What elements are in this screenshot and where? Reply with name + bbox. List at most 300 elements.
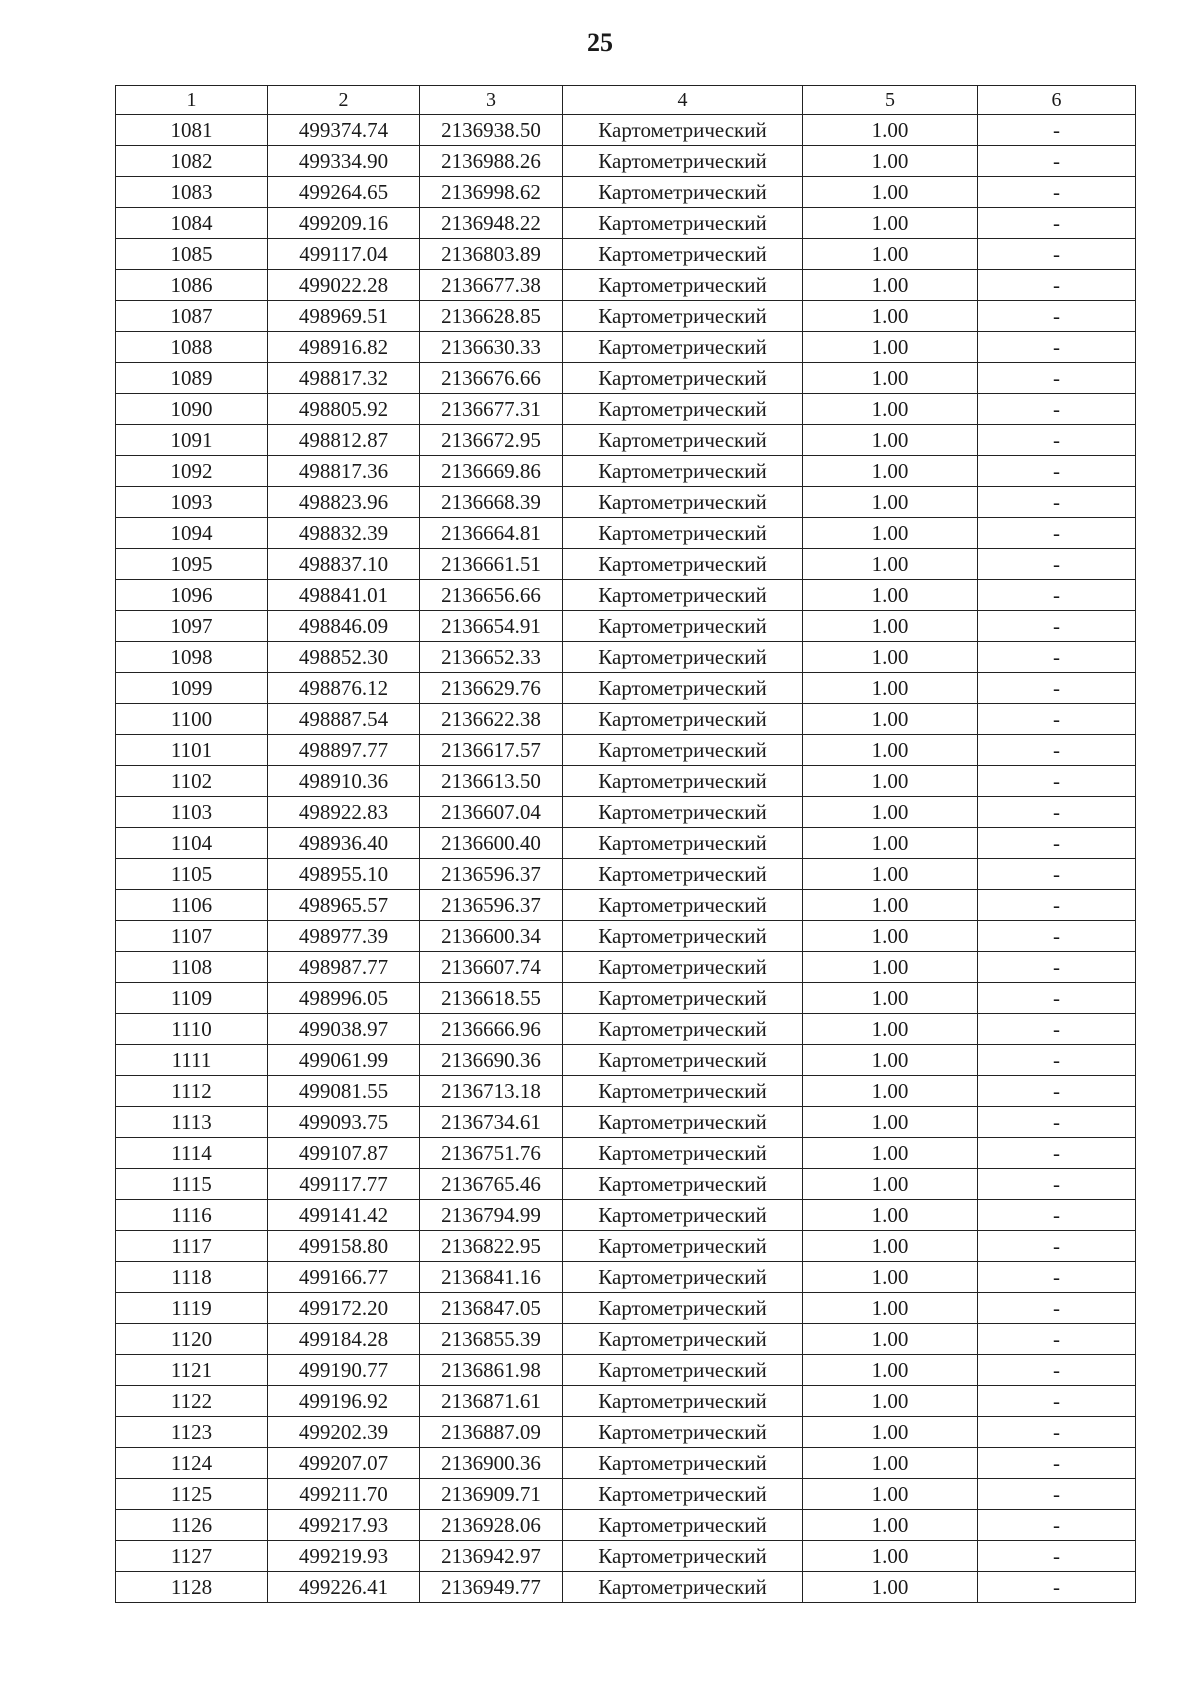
note-cell: - xyxy=(978,549,1136,580)
point-number-cell: 1128 xyxy=(116,1572,268,1603)
point-number-cell: 1084 xyxy=(116,208,268,239)
note-cell: - xyxy=(978,363,1136,394)
method-cell: Картометрический xyxy=(563,1045,803,1076)
table-row xyxy=(116,208,1136,239)
y-coordinate-cell: 2136887.09 xyxy=(420,1417,563,1448)
x-coordinate-cell: 499374.74 xyxy=(268,115,420,146)
x-coordinate-cell: 499093.75 xyxy=(268,1107,420,1138)
accuracy-cell: 1.00 xyxy=(803,921,978,952)
note-cell: - xyxy=(978,1448,1136,1479)
table-row xyxy=(116,177,1136,208)
accuracy-cell: 1.00 xyxy=(803,301,978,332)
table-row xyxy=(116,239,1136,270)
note-cell: - xyxy=(978,301,1136,332)
y-coordinate-cell: 2136676.66 xyxy=(420,363,563,394)
method-cell: Картометрический xyxy=(563,1386,803,1417)
x-coordinate-cell: 499202.39 xyxy=(268,1417,420,1448)
table-row xyxy=(116,1138,1136,1169)
x-coordinate-cell: 499207.07 xyxy=(268,1448,420,1479)
point-number-cell: 1089 xyxy=(116,363,268,394)
method-cell: Картометрический xyxy=(563,208,803,239)
x-coordinate-cell: 498922.83 xyxy=(268,797,420,828)
note-cell: - xyxy=(978,1541,1136,1572)
note-cell: - xyxy=(978,1479,1136,1510)
accuracy-cell: 1.00 xyxy=(803,1541,978,1572)
accuracy-cell: 1.00 xyxy=(803,1076,978,1107)
y-coordinate-cell: 2136630.33 xyxy=(420,332,563,363)
note-cell: - xyxy=(978,239,1136,270)
accuracy-cell: 1.00 xyxy=(803,1200,978,1231)
point-number-cell: 1096 xyxy=(116,580,268,611)
method-cell: Картометрический xyxy=(563,394,803,425)
accuracy-cell: 1.00 xyxy=(803,1138,978,1169)
column-header: 4 xyxy=(563,86,803,115)
y-coordinate-cell: 2136938.50 xyxy=(420,115,563,146)
y-coordinate-cell: 2136607.74 xyxy=(420,952,563,983)
method-cell: Картометрический xyxy=(563,456,803,487)
method-cell: Картометрический xyxy=(563,363,803,394)
note-cell: - xyxy=(978,952,1136,983)
y-coordinate-cell: 2136822.95 xyxy=(420,1231,563,1262)
accuracy-cell: 1.00 xyxy=(803,890,978,921)
x-coordinate-cell: 498846.09 xyxy=(268,611,420,642)
point-number-cell: 1082 xyxy=(116,146,268,177)
point-number-cell: 1085 xyxy=(116,239,268,270)
x-coordinate-cell: 498955.10 xyxy=(268,859,420,890)
point-number-cell: 1114 xyxy=(116,1138,268,1169)
table-row xyxy=(116,1572,1136,1603)
note-cell: - xyxy=(978,115,1136,146)
point-number-cell: 1106 xyxy=(116,890,268,921)
x-coordinate-cell: 498805.92 xyxy=(268,394,420,425)
table-row xyxy=(116,1479,1136,1510)
point-number-cell: 1116 xyxy=(116,1200,268,1231)
point-number-cell: 1092 xyxy=(116,456,268,487)
note-cell: - xyxy=(978,1231,1136,1262)
point-number-cell: 1119 xyxy=(116,1293,268,1324)
table-row xyxy=(116,1417,1136,1448)
x-coordinate-cell: 498812.87 xyxy=(268,425,420,456)
y-coordinate-cell: 2136661.51 xyxy=(420,549,563,580)
note-cell: - xyxy=(978,1014,1136,1045)
y-coordinate-cell: 2136669.86 xyxy=(420,456,563,487)
accuracy-cell: 1.00 xyxy=(803,1293,978,1324)
method-cell: Картометрический xyxy=(563,1355,803,1386)
method-cell: Картометрический xyxy=(563,1200,803,1231)
table-row xyxy=(116,270,1136,301)
point-number-cell: 1118 xyxy=(116,1262,268,1293)
y-coordinate-cell: 2136600.34 xyxy=(420,921,563,952)
point-number-cell: 1117 xyxy=(116,1231,268,1262)
point-number-cell: 1090 xyxy=(116,394,268,425)
accuracy-cell: 1.00 xyxy=(803,115,978,146)
accuracy-cell: 1.00 xyxy=(803,425,978,456)
point-number-cell: 1086 xyxy=(116,270,268,301)
x-coordinate-cell: 498837.10 xyxy=(268,549,420,580)
method-cell: Картометрический xyxy=(563,797,803,828)
accuracy-cell: 1.00 xyxy=(803,766,978,797)
column-header: 2 xyxy=(268,86,420,115)
x-coordinate-cell: 499217.93 xyxy=(268,1510,420,1541)
point-number-cell: 1123 xyxy=(116,1417,268,1448)
point-number-cell: 1104 xyxy=(116,828,268,859)
y-coordinate-cell: 2136861.98 xyxy=(420,1355,563,1386)
method-cell: Картометрический xyxy=(563,239,803,270)
table-body xyxy=(116,115,1136,1603)
y-coordinate-cell: 2136677.38 xyxy=(420,270,563,301)
table-row xyxy=(116,766,1136,797)
accuracy-cell: 1.00 xyxy=(803,580,978,611)
accuracy-cell: 1.00 xyxy=(803,363,978,394)
table-row xyxy=(116,1200,1136,1231)
table-row xyxy=(116,1169,1136,1200)
note-cell: - xyxy=(978,1169,1136,1200)
point-number-cell: 1111 xyxy=(116,1045,268,1076)
x-coordinate-cell: 499141.42 xyxy=(268,1200,420,1231)
x-coordinate-cell: 499117.04 xyxy=(268,239,420,270)
y-coordinate-cell: 2136607.04 xyxy=(420,797,563,828)
x-coordinate-cell: 498852.30 xyxy=(268,642,420,673)
point-number-cell: 1091 xyxy=(116,425,268,456)
table-row xyxy=(116,518,1136,549)
table-row xyxy=(116,611,1136,642)
y-coordinate-cell: 2136652.33 xyxy=(420,642,563,673)
table-row xyxy=(116,115,1136,146)
table-row xyxy=(116,1293,1136,1324)
note-cell: - xyxy=(978,1138,1136,1169)
x-coordinate-cell: 498965.57 xyxy=(268,890,420,921)
accuracy-cell: 1.00 xyxy=(803,332,978,363)
table-row xyxy=(116,642,1136,673)
method-cell: Картометрический xyxy=(563,1417,803,1448)
y-coordinate-cell: 2136622.38 xyxy=(420,704,563,735)
point-number-cell: 1081 xyxy=(116,115,268,146)
point-number-cell: 1098 xyxy=(116,642,268,673)
table-row xyxy=(116,1448,1136,1479)
x-coordinate-cell: 499219.93 xyxy=(268,1541,420,1572)
y-coordinate-cell: 2136617.57 xyxy=(420,735,563,766)
point-number-cell: 1120 xyxy=(116,1324,268,1355)
point-number-cell: 1126 xyxy=(116,1510,268,1541)
table-row xyxy=(116,1014,1136,1045)
accuracy-cell: 1.00 xyxy=(803,1386,978,1417)
x-coordinate-cell: 499190.77 xyxy=(268,1355,420,1386)
table-row xyxy=(116,363,1136,394)
accuracy-cell: 1.00 xyxy=(803,952,978,983)
accuracy-cell: 1.00 xyxy=(803,1262,978,1293)
method-cell: Картометрический xyxy=(563,580,803,611)
accuracy-cell: 1.00 xyxy=(803,983,978,1014)
accuracy-cell: 1.00 xyxy=(803,1107,978,1138)
method-cell: Картометрический xyxy=(563,1479,803,1510)
point-number-cell: 1105 xyxy=(116,859,268,890)
table-row xyxy=(116,921,1136,952)
note-cell: - xyxy=(978,580,1136,611)
method-cell: Картометрический xyxy=(563,301,803,332)
method-cell: Картометрический xyxy=(563,1169,803,1200)
method-cell: Картометрический xyxy=(563,177,803,208)
note-cell: - xyxy=(978,611,1136,642)
x-coordinate-cell: 498910.36 xyxy=(268,766,420,797)
point-number-cell: 1121 xyxy=(116,1355,268,1386)
method-cell: Картометрический xyxy=(563,673,803,704)
x-coordinate-cell: 498832.39 xyxy=(268,518,420,549)
method-cell: Картометрический xyxy=(563,1293,803,1324)
table-row xyxy=(116,952,1136,983)
page-number: 25 xyxy=(587,28,613,57)
point-number-cell: 1107 xyxy=(116,921,268,952)
note-cell: - xyxy=(978,673,1136,704)
accuracy-cell: 1.00 xyxy=(803,394,978,425)
x-coordinate-cell: 499209.16 xyxy=(268,208,420,239)
table-row xyxy=(116,983,1136,1014)
accuracy-cell: 1.00 xyxy=(803,549,978,580)
note-cell: - xyxy=(978,1386,1136,1417)
point-number-cell: 1115 xyxy=(116,1169,268,1200)
point-number-cell: 1109 xyxy=(116,983,268,1014)
accuracy-cell: 1.00 xyxy=(803,239,978,270)
y-coordinate-cell: 2136949.77 xyxy=(420,1572,563,1603)
table-row xyxy=(116,394,1136,425)
y-coordinate-cell: 2136948.22 xyxy=(420,208,563,239)
x-coordinate-cell: 498969.51 xyxy=(268,301,420,332)
y-coordinate-cell: 2136841.16 xyxy=(420,1262,563,1293)
y-coordinate-cell: 2136672.95 xyxy=(420,425,563,456)
method-cell: Картометрический xyxy=(563,642,803,673)
accuracy-cell: 1.00 xyxy=(803,673,978,704)
accuracy-cell: 1.00 xyxy=(803,1510,978,1541)
y-coordinate-cell: 2136734.61 xyxy=(420,1107,563,1138)
y-coordinate-cell: 2136871.61 xyxy=(420,1386,563,1417)
table-row xyxy=(116,580,1136,611)
note-cell: - xyxy=(978,735,1136,766)
point-number-cell: 1122 xyxy=(116,1386,268,1417)
method-cell: Картометрический xyxy=(563,146,803,177)
method-cell: Картометрический xyxy=(563,735,803,766)
note-cell: - xyxy=(978,921,1136,952)
table-row xyxy=(116,1231,1136,1262)
note-cell: - xyxy=(978,1262,1136,1293)
x-coordinate-cell: 498936.40 xyxy=(268,828,420,859)
accuracy-cell: 1.00 xyxy=(803,487,978,518)
x-coordinate-cell: 498977.39 xyxy=(268,921,420,952)
method-cell: Картометрический xyxy=(563,983,803,1014)
y-coordinate-cell: 2136668.39 xyxy=(420,487,563,518)
accuracy-cell: 1.00 xyxy=(803,1231,978,1262)
accuracy-cell: 1.00 xyxy=(803,1417,978,1448)
table-row xyxy=(116,1045,1136,1076)
accuracy-cell: 1.00 xyxy=(803,859,978,890)
x-coordinate-cell: 498916.82 xyxy=(268,332,420,363)
y-coordinate-cell: 2136909.71 xyxy=(420,1479,563,1510)
method-cell: Картометрический xyxy=(563,766,803,797)
accuracy-cell: 1.00 xyxy=(803,1448,978,1479)
point-number-cell: 1094 xyxy=(116,518,268,549)
note-cell: - xyxy=(978,1076,1136,1107)
method-cell: Картометрический xyxy=(563,1541,803,1572)
y-coordinate-cell: 2136713.18 xyxy=(420,1076,563,1107)
note-cell: - xyxy=(978,1417,1136,1448)
accuracy-cell: 1.00 xyxy=(803,611,978,642)
x-coordinate-cell: 498876.12 xyxy=(268,673,420,704)
note-cell: - xyxy=(978,177,1136,208)
x-coordinate-cell: 499166.77 xyxy=(268,1262,420,1293)
accuracy-cell: 1.00 xyxy=(803,735,978,766)
x-coordinate-cell: 499107.87 xyxy=(268,1138,420,1169)
y-coordinate-cell: 2136596.37 xyxy=(420,890,563,921)
x-coordinate-cell: 499061.99 xyxy=(268,1045,420,1076)
note-cell: - xyxy=(978,859,1136,890)
point-number-cell: 1113 xyxy=(116,1107,268,1138)
x-coordinate-cell: 498841.01 xyxy=(268,580,420,611)
note-cell: - xyxy=(978,518,1136,549)
method-cell: Картометрический xyxy=(563,487,803,518)
note-cell: - xyxy=(978,487,1136,518)
x-coordinate-cell: 499022.28 xyxy=(268,270,420,301)
method-cell: Картометрический xyxy=(563,270,803,301)
point-number-cell: 1103 xyxy=(116,797,268,828)
note-cell: - xyxy=(978,146,1136,177)
note-cell: - xyxy=(978,828,1136,859)
accuracy-cell: 1.00 xyxy=(803,828,978,859)
y-coordinate-cell: 2136855.39 xyxy=(420,1324,563,1355)
note-cell: - xyxy=(978,704,1136,735)
y-coordinate-cell: 2136666.96 xyxy=(420,1014,563,1045)
table-row xyxy=(116,890,1136,921)
x-coordinate-cell: 499184.28 xyxy=(268,1324,420,1355)
x-coordinate-cell: 499211.70 xyxy=(268,1479,420,1510)
accuracy-cell: 1.00 xyxy=(803,642,978,673)
accuracy-cell: 1.00 xyxy=(803,270,978,301)
table-row xyxy=(116,1510,1136,1541)
method-cell: Картометрический xyxy=(563,704,803,735)
point-number-cell: 1095 xyxy=(116,549,268,580)
y-coordinate-cell: 2136794.99 xyxy=(420,1200,563,1231)
point-number-cell: 1112 xyxy=(116,1076,268,1107)
table-row xyxy=(116,456,1136,487)
note-cell: - xyxy=(978,456,1136,487)
method-cell: Картометрический xyxy=(563,425,803,456)
y-coordinate-cell: 2136628.85 xyxy=(420,301,563,332)
method-cell: Картометрический xyxy=(563,1231,803,1262)
method-cell: Картометрический xyxy=(563,859,803,890)
x-coordinate-cell: 498987.77 xyxy=(268,952,420,983)
point-number-cell: 1100 xyxy=(116,704,268,735)
y-coordinate-cell: 2136847.05 xyxy=(420,1293,563,1324)
note-cell: - xyxy=(978,797,1136,828)
x-coordinate-cell: 498897.77 xyxy=(268,735,420,766)
table-row xyxy=(116,735,1136,766)
method-cell: Картометрический xyxy=(563,1076,803,1107)
table-row xyxy=(116,146,1136,177)
table-row xyxy=(116,301,1136,332)
column-header: 5 xyxy=(803,86,978,115)
y-coordinate-cell: 2136928.06 xyxy=(420,1510,563,1541)
table-row xyxy=(116,1262,1136,1293)
method-cell: Картометрический xyxy=(563,1107,803,1138)
table-row xyxy=(116,673,1136,704)
point-number-cell: 1124 xyxy=(116,1448,268,1479)
point-number-cell: 1099 xyxy=(116,673,268,704)
note-cell: - xyxy=(978,983,1136,1014)
point-number-cell: 1083 xyxy=(116,177,268,208)
method-cell: Картометрический xyxy=(563,1510,803,1541)
y-coordinate-cell: 2136629.76 xyxy=(420,673,563,704)
accuracy-cell: 1.00 xyxy=(803,704,978,735)
point-number-cell: 1093 xyxy=(116,487,268,518)
note-cell: - xyxy=(978,766,1136,797)
y-coordinate-cell: 2136765.46 xyxy=(420,1169,563,1200)
method-cell: Картометрический xyxy=(563,890,803,921)
method-cell: Картометрический xyxy=(563,115,803,146)
column-header: 6 xyxy=(978,86,1136,115)
accuracy-cell: 1.00 xyxy=(803,518,978,549)
accuracy-cell: 1.00 xyxy=(803,1479,978,1510)
table-row xyxy=(116,1386,1136,1417)
note-cell: - xyxy=(978,270,1136,301)
method-cell: Картометрический xyxy=(563,1138,803,1169)
coordinates-table xyxy=(115,85,1136,1603)
y-coordinate-cell: 2136690.36 xyxy=(420,1045,563,1076)
method-cell: Картометрический xyxy=(563,921,803,952)
x-coordinate-cell: 498817.36 xyxy=(268,456,420,487)
point-number-cell: 1097 xyxy=(116,611,268,642)
x-coordinate-cell: 498823.96 xyxy=(268,487,420,518)
note-cell: - xyxy=(978,642,1136,673)
y-coordinate-cell: 2136900.36 xyxy=(420,1448,563,1479)
x-coordinate-cell: 499172.20 xyxy=(268,1293,420,1324)
x-coordinate-cell: 499038.97 xyxy=(268,1014,420,1045)
method-cell: Картометрический xyxy=(563,332,803,363)
y-coordinate-cell: 2136942.97 xyxy=(420,1541,563,1572)
point-number-cell: 1101 xyxy=(116,735,268,766)
table-row xyxy=(116,487,1136,518)
point-number-cell: 1125 xyxy=(116,1479,268,1510)
y-coordinate-cell: 2136654.91 xyxy=(420,611,563,642)
accuracy-cell: 1.00 xyxy=(803,797,978,828)
table-row xyxy=(116,828,1136,859)
accuracy-cell: 1.00 xyxy=(803,1572,978,1603)
note-cell: - xyxy=(978,1045,1136,1076)
accuracy-cell: 1.00 xyxy=(803,177,978,208)
x-coordinate-cell: 498887.54 xyxy=(268,704,420,735)
method-cell: Картометрический xyxy=(563,1014,803,1045)
method-cell: Картометрический xyxy=(563,1262,803,1293)
table-row xyxy=(116,1107,1136,1138)
x-coordinate-cell: 499081.55 xyxy=(268,1076,420,1107)
note-cell: - xyxy=(978,1572,1136,1603)
y-coordinate-cell: 2136998.62 xyxy=(420,177,563,208)
accuracy-cell: 1.00 xyxy=(803,1045,978,1076)
table-row xyxy=(116,797,1136,828)
note-cell: - xyxy=(978,394,1136,425)
table-row xyxy=(116,859,1136,890)
point-number-cell: 1088 xyxy=(116,332,268,363)
x-coordinate-cell: 499226.41 xyxy=(268,1572,420,1603)
x-coordinate-cell: 499334.90 xyxy=(268,146,420,177)
y-coordinate-cell: 2136803.89 xyxy=(420,239,563,270)
note-cell: - xyxy=(978,332,1136,363)
point-number-cell: 1127 xyxy=(116,1541,268,1572)
column-header: 1 xyxy=(116,86,268,115)
y-coordinate-cell: 2136677.31 xyxy=(420,394,563,425)
method-cell: Картометрический xyxy=(563,952,803,983)
column-header: 3 xyxy=(420,86,563,115)
note-cell: - xyxy=(978,1510,1136,1541)
point-number-cell: 1087 xyxy=(116,301,268,332)
accuracy-cell: 1.00 xyxy=(803,1324,978,1355)
note-cell: - xyxy=(978,425,1136,456)
